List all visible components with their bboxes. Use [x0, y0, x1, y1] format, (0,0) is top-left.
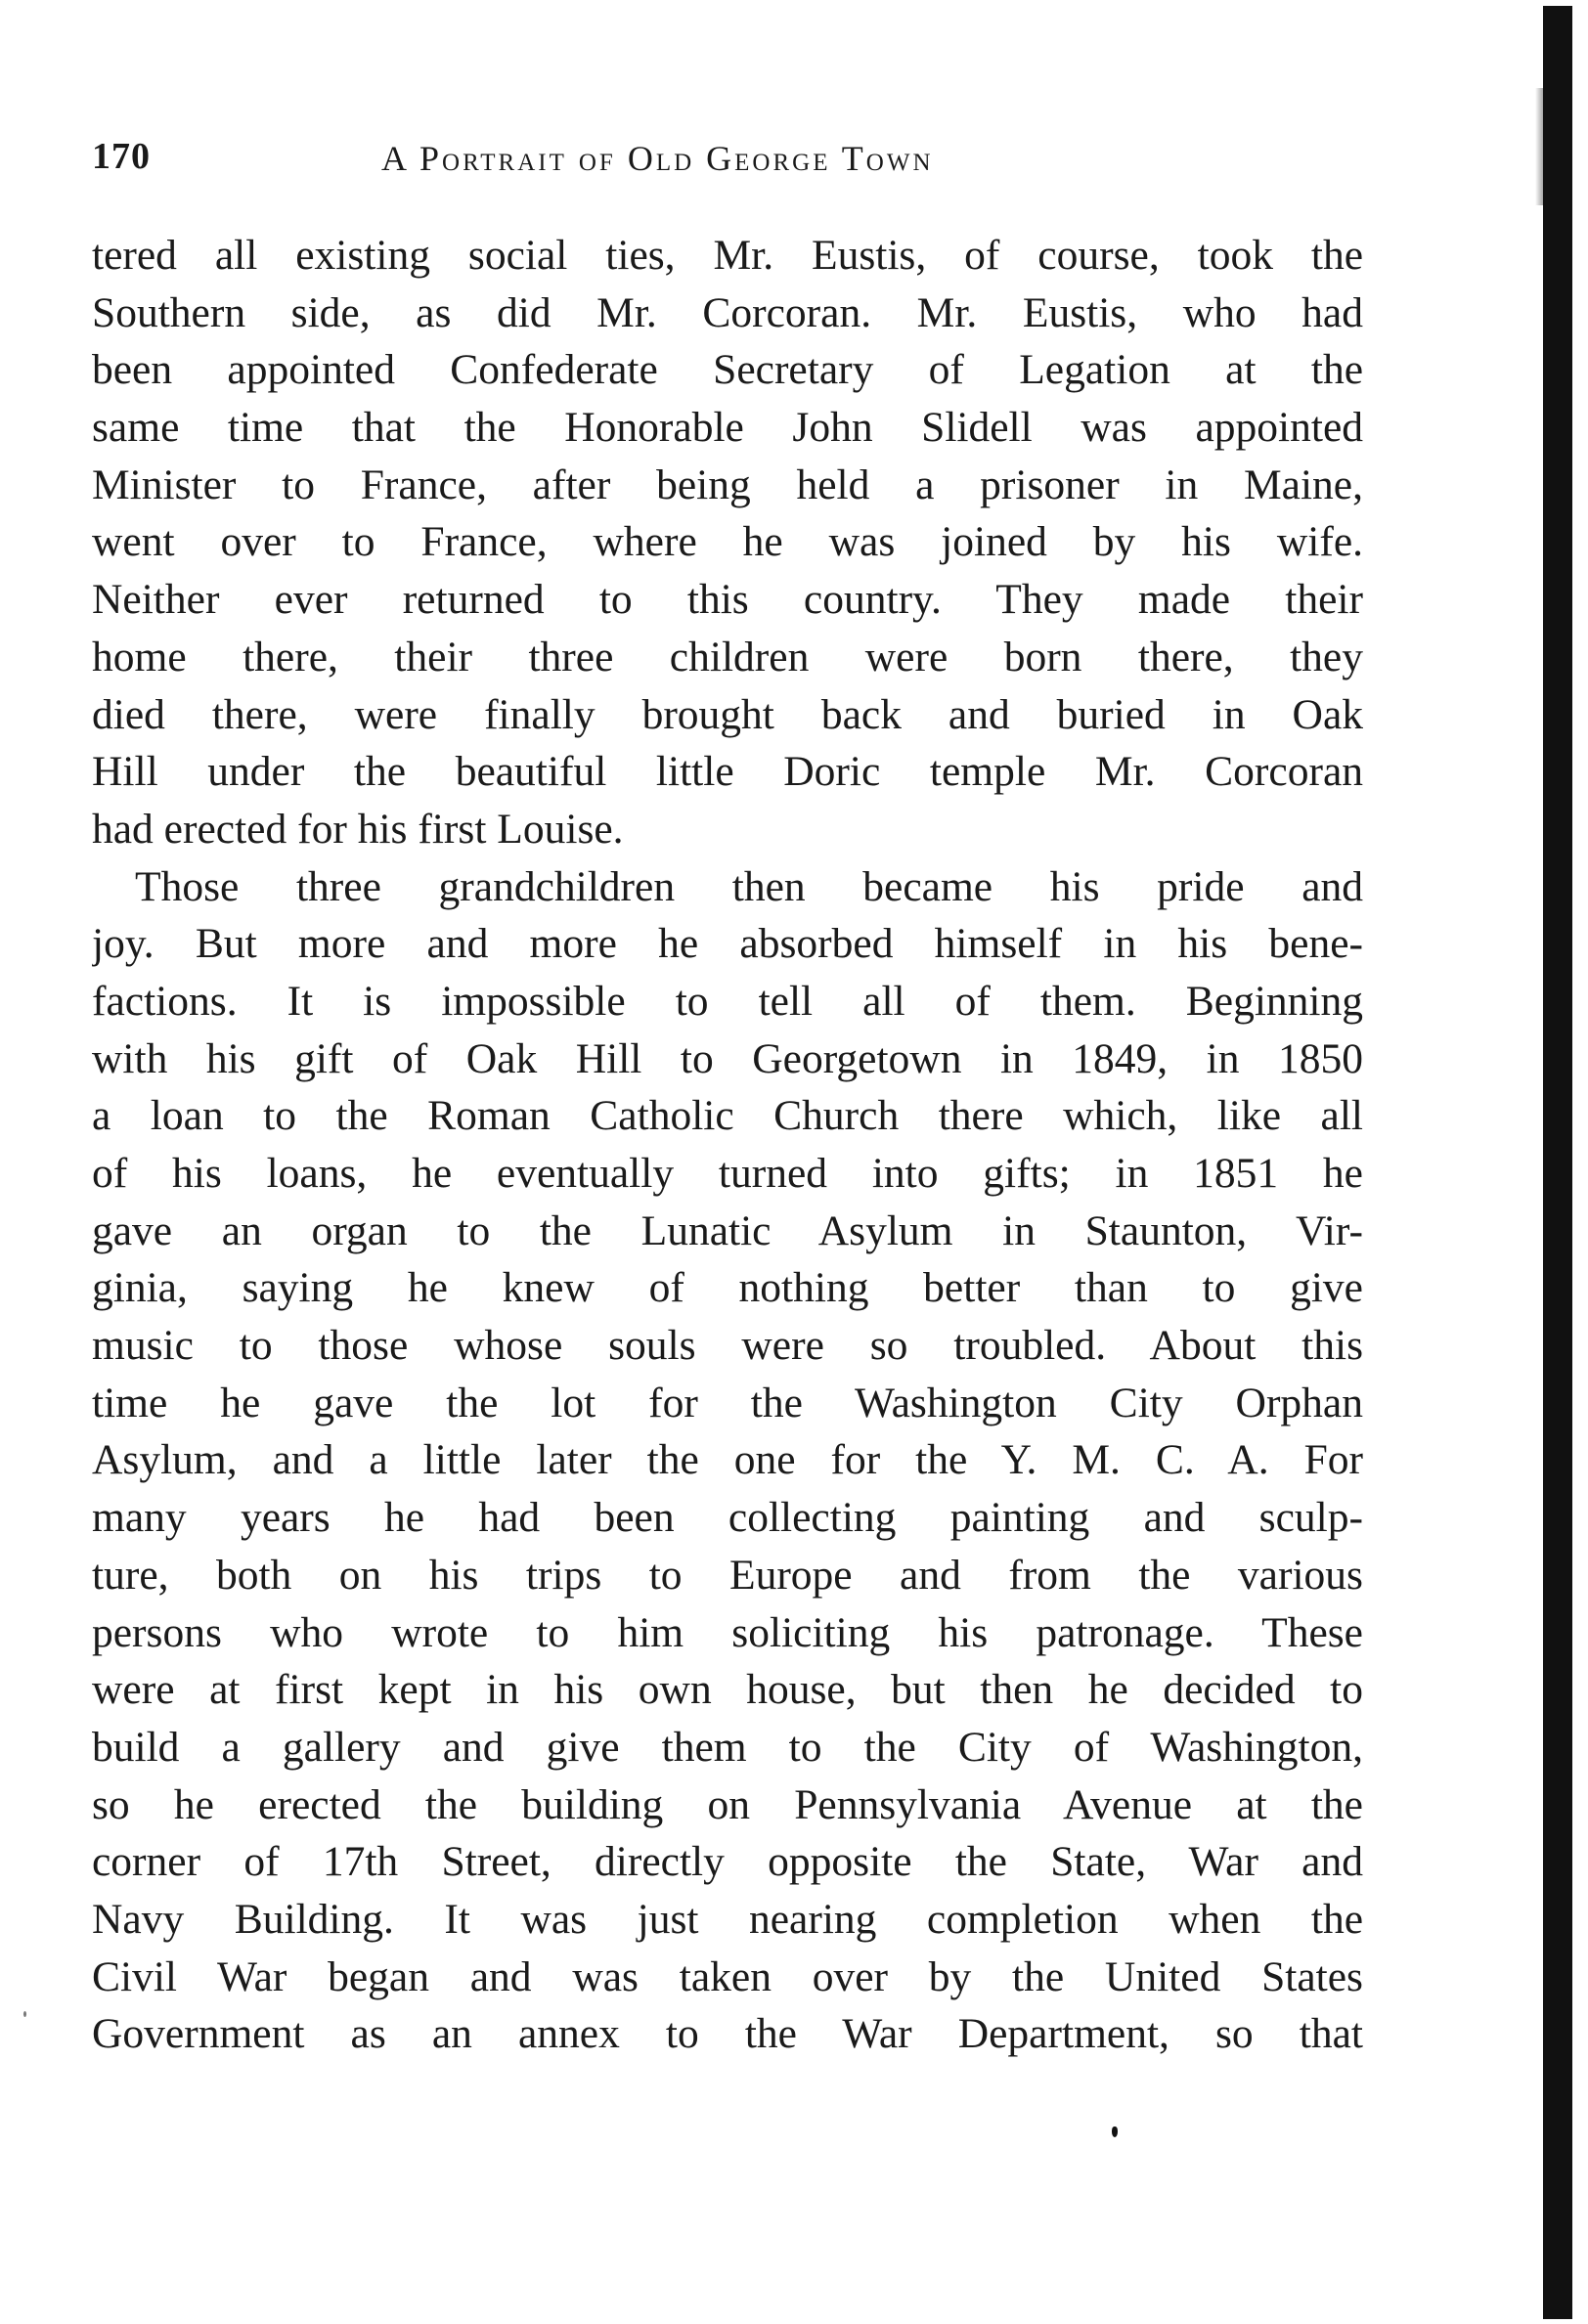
- page-number: 170: [92, 136, 151, 177]
- text-line: ture, both on his trips to Europe and from the various: [92, 1551, 1363, 1599]
- text-line: Government as an annex to the War Department, so that: [92, 2010, 1363, 2058]
- text-line: a loan to the Roman Catholic Church there which, like all: [92, 1092, 1363, 1140]
- text-line: died there, were finally brought back and buried in Oak: [92, 690, 1363, 738]
- text-line: been appointed Confederate Secretary of Legation at the: [92, 346, 1363, 394]
- text-line: Asylum, and a little later the one for the Y. M. C. A. For: [92, 1436, 1363, 1484]
- text-line: with his gift of Oak Hill to Georgetown in 1849, in 1850: [92, 1034, 1363, 1082]
- text-line: same time that the Honorable John Slidell was appointed: [92, 404, 1363, 452]
- text-line: so he erected the building on Pennsylvania Avenue at the: [92, 1780, 1363, 1828]
- text-line: Those three grandchildren then became his pride and: [135, 862, 1363, 910]
- body-text: [92, 227, 1363, 2063]
- ink-speck: [23, 2011, 26, 2017]
- running-head: A Portrait of Old George Town: [381, 139, 934, 178]
- text-line: home there, their three children were born there, they: [92, 633, 1363, 680]
- text-line: time he gave the lot for the Washington City Orphan: [92, 1379, 1363, 1426]
- text-line: had erected for his first Louise.: [92, 805, 624, 853]
- text-line: many years he had been collecting painting and sculp-: [92, 1494, 1363, 1542]
- scan-edge-bar: [1543, 6, 1572, 2319]
- text-line: Civil War began and was taken over by the United States: [92, 1952, 1363, 2000]
- text-line: went over to France, where he was joined by his wife.: [92, 518, 1363, 566]
- text-line: persons who wrote to him soliciting his patronage. These: [92, 1608, 1363, 1656]
- text-line: were at first kept in his own house, but then he decided to: [92, 1666, 1363, 1714]
- text-line: Southern side, as did Mr. Corcoran. Mr. Eustis, who had: [92, 288, 1363, 336]
- text-line: music to those whose souls were so troubled. About this: [92, 1322, 1363, 1370]
- text-line: of his loans, he eventually turned into gifts; in 1851 he: [92, 1150, 1363, 1197]
- text-line: build a gallery and give them to the City of Washington,: [92, 1723, 1363, 1771]
- text-line: gave an organ to the Lunatic Asylum in Staunton, Vir-: [92, 1206, 1363, 1254]
- text-line: factions. It is impossible to tell all of them. Beginning: [92, 977, 1363, 1025]
- text-line: Hill under the beautiful little Doric temple Mr. Corcoran: [92, 748, 1363, 796]
- text-line: corner of 17th Street, directly opposite the State, War and: [92, 1838, 1363, 1886]
- text-line: Navy Building. It was just nearing completion when the: [92, 1895, 1363, 1943]
- ink-speck: [1112, 2127, 1118, 2137]
- scan-edge-shadow: [1535, 88, 1543, 205]
- text-line: Neither ever returned to this country. They made their: [92, 576, 1363, 624]
- text-line: joy. But more and more he absorbed himself in his bene-: [92, 920, 1363, 968]
- text-line: ginia, saying he knew of nothing better than to give: [92, 1264, 1363, 1312]
- text-line: tered all existing social ties, Mr. Eustis, of course, took the: [92, 232, 1363, 279]
- text-line: Minister to France, after being held a prisoner in Maine,: [92, 460, 1363, 508]
